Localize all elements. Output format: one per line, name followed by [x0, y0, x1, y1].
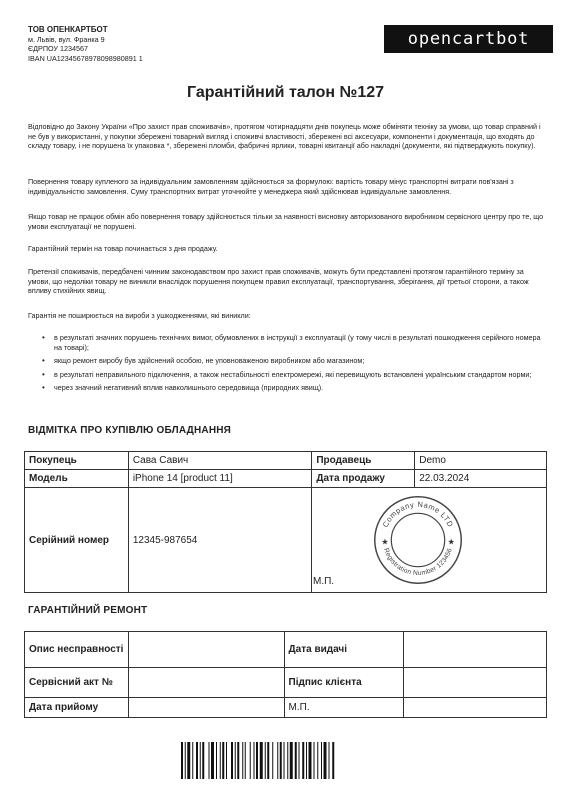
barcode-bar — [321, 742, 322, 779]
barcode-bar — [226, 742, 227, 779]
company-info — [28, 25, 143, 63]
receive-date-label: Дата прийому — [25, 698, 129, 718]
barcode-bar — [192, 742, 193, 779]
stamp-mark: М.П. — [313, 576, 335, 587]
table-row — [25, 698, 547, 718]
barcode-bar — [280, 742, 282, 779]
company-address: м. Львів, вул. Франка 9 — [28, 34, 105, 44]
barcode-bar — [332, 742, 334, 779]
barcode-bar — [260, 742, 263, 779]
barcode-bar — [231, 742, 233, 779]
barcode-bar — [235, 742, 236, 779]
barcode-bar — [211, 742, 214, 779]
serial-value: 12345-987654 — [128, 488, 312, 593]
list-item: • якщо ремонт виробу був здійснений особою, не уповноваженою виробником або магазином; — [42, 356, 548, 366]
paragraph-exchange: Відповідно до Закону України «Про захист прав споживачів», протягом чотирнадцяти днів покупець може обміняти техніку за умови, що товар справний і не був у використанні, у покупки збережені товарний вигляд і споживчі властивості, збережені всі аксесуари, компоненти і документація, що входять до складу товару, і не порушена їх упаковка *, збережені пломби, фабричні ярлики, товарні квитанції або накладні (документи, які підтверджують покупку). — [28, 122, 541, 151]
barcode-bar — [287, 742, 288, 779]
repair-section-heading: ГАРАНТІЙНИЙ РЕМОНТ — [28, 605, 148, 616]
barcode-bar — [265, 742, 266, 779]
table-row — [25, 452, 547, 470]
sale-date-label: Дата продажу — [312, 470, 415, 488]
repair-stamp-value — [404, 698, 547, 718]
logo: opencartbot — [384, 25, 553, 53]
table-row — [25, 632, 547, 668]
svg-text:Registration Number 123456 — [382, 547, 454, 577]
service-act-value — [128, 668, 284, 698]
list-item: • в результаті значних порушень технічних вимог, обумовлених в інструкції з експлуатації (у тому числі в результаті пошкодження серійного номера на товарі); — [42, 333, 548, 352]
document-title: Гарантійний талон №127 — [186, 84, 385, 101]
barcode-bar — [242, 742, 243, 779]
list-item: • в результаті неправильного підключення, а також нестабільності електромережі, які перевищують встановлені українським стандартом норми; — [42, 370, 548, 380]
seller-value: Demo — [415, 452, 547, 470]
repair-table — [24, 631, 547, 718]
client-signature-label: Підпис клієнта — [284, 668, 404, 698]
barcode-bar — [267, 742, 269, 779]
barcode-bar — [216, 742, 217, 779]
stamp-star-right: ★ — [447, 537, 455, 547]
barcode-bar — [222, 742, 224, 779]
barcode-bar — [254, 742, 255, 779]
barcode-bar — [272, 742, 273, 779]
paragraph-individual-order: Повернення товару купленого за індивідуальним замовленням здійснюється за формулою: вартість товару мінус транспортні витрати пов'язані з індивідуальністю замовлення. Суму транспортних витрат уточнюйте у менеджера який здійснював індивідуальне замовлення. — [28, 177, 514, 196]
stamp-bottom-text: Registration Number 123456 — [382, 547, 454, 578]
paragraph-exclusions: Гарантія не поширюється на вироби з ушкодженнями, які виникли: — [28, 311, 251, 320]
barcode-bar — [314, 742, 315, 779]
barcode-bar — [202, 742, 204, 779]
exclusions-list — [42, 333, 548, 397]
stamp-top-text: Company Name LTD — [380, 499, 456, 529]
purchase-section-heading: ВІДМІТКА ПРО КУПІВЛЮ ОБЛАДНАННЯ — [28, 425, 232, 436]
buyer-value: Сава Савич — [128, 452, 312, 470]
barcode-bar — [277, 742, 278, 779]
barcode-bar — [209, 742, 210, 779]
barcode-bar — [220, 742, 221, 779]
issue-date-label: Дата видачі — [284, 632, 404, 668]
barcode-bar — [309, 742, 312, 779]
issue-date-value — [404, 632, 547, 668]
barcode-bar — [317, 742, 318, 779]
barcode-bar — [187, 742, 190, 779]
barcode-bar — [329, 742, 330, 779]
company-stamp — [372, 494, 464, 586]
barcode-bar — [290, 742, 293, 779]
barcode-bar — [185, 742, 186, 779]
paragraph-claims: Претензії споживачів, передбачені чинним законодавством про захист прав споживачів, можуть бути представлені протягом гарантійного терміну за умови, що недоліки товару не виникли внаслідок порушення покупцем правил експлуатації, транспортування, зберігання, дії третьої сторони, а також впливу стихійних явищ. — [28, 267, 529, 296]
defect-label: Опис несправності — [25, 632, 129, 668]
sale-date-value: 22.03.2024 — [415, 470, 547, 488]
svg-text:Company Name LTD — [381, 500, 455, 529]
barcode-bar — [256, 742, 258, 779]
barcode-bar — [284, 742, 285, 779]
barcode-bar — [196, 742, 198, 779]
company-iban: IBAN UA12345678978098980891 1 — [28, 53, 143, 63]
paragraph-warranty-start: Гарантійний термін на товар починається з дня продажу. — [28, 244, 218, 253]
table-row — [25, 668, 547, 698]
seller-label: Продавець — [312, 452, 415, 470]
barcode-bar — [237, 742, 239, 779]
client-signature-value — [404, 668, 547, 698]
table-row — [25, 470, 547, 488]
buyer-label: Покупець — [25, 452, 129, 470]
table-row — [25, 488, 547, 593]
barcode — [181, 742, 390, 779]
barcode-bar — [306, 742, 307, 779]
barcode-bar — [200, 742, 201, 779]
serial-label: Серійний номер — [25, 488, 129, 593]
barcode-bar — [250, 742, 251, 779]
list-item: • через значний негативний вплив навколишнього середовища (природних явищ). — [42, 383, 548, 393]
barcode-bar — [295, 742, 297, 779]
company-name: ТОВ ОПЕНКАРТБОТ — [28, 25, 108, 34]
barcode-bar — [299, 742, 300, 779]
barcode-bar — [245, 742, 246, 779]
receive-date-value — [128, 698, 284, 718]
company-edrpou: ЄДРПОУ 1234567 — [28, 44, 88, 54]
barcode-bar — [181, 742, 183, 779]
service-act-label: Сервісний акт № — [25, 668, 129, 698]
model-label: Модель — [25, 470, 129, 488]
barcode-bar — [324, 742, 327, 779]
repair-stamp-mark: М.П. — [284, 698, 404, 718]
barcode-bar — [302, 742, 304, 779]
stamp-star-left: ★ — [381, 537, 389, 547]
model-value: iPhone 14 [product 11] — [128, 470, 312, 488]
paragraph-service-center: Якщо товар не працює обмін або повернення товару здійснюється тільки за наявності висновку авторизованого виробником сервісного центру про те, що умови експлуатації не порушені. — [28, 212, 544, 231]
purchase-table — [24, 451, 547, 593]
defect-value — [128, 632, 284, 668]
